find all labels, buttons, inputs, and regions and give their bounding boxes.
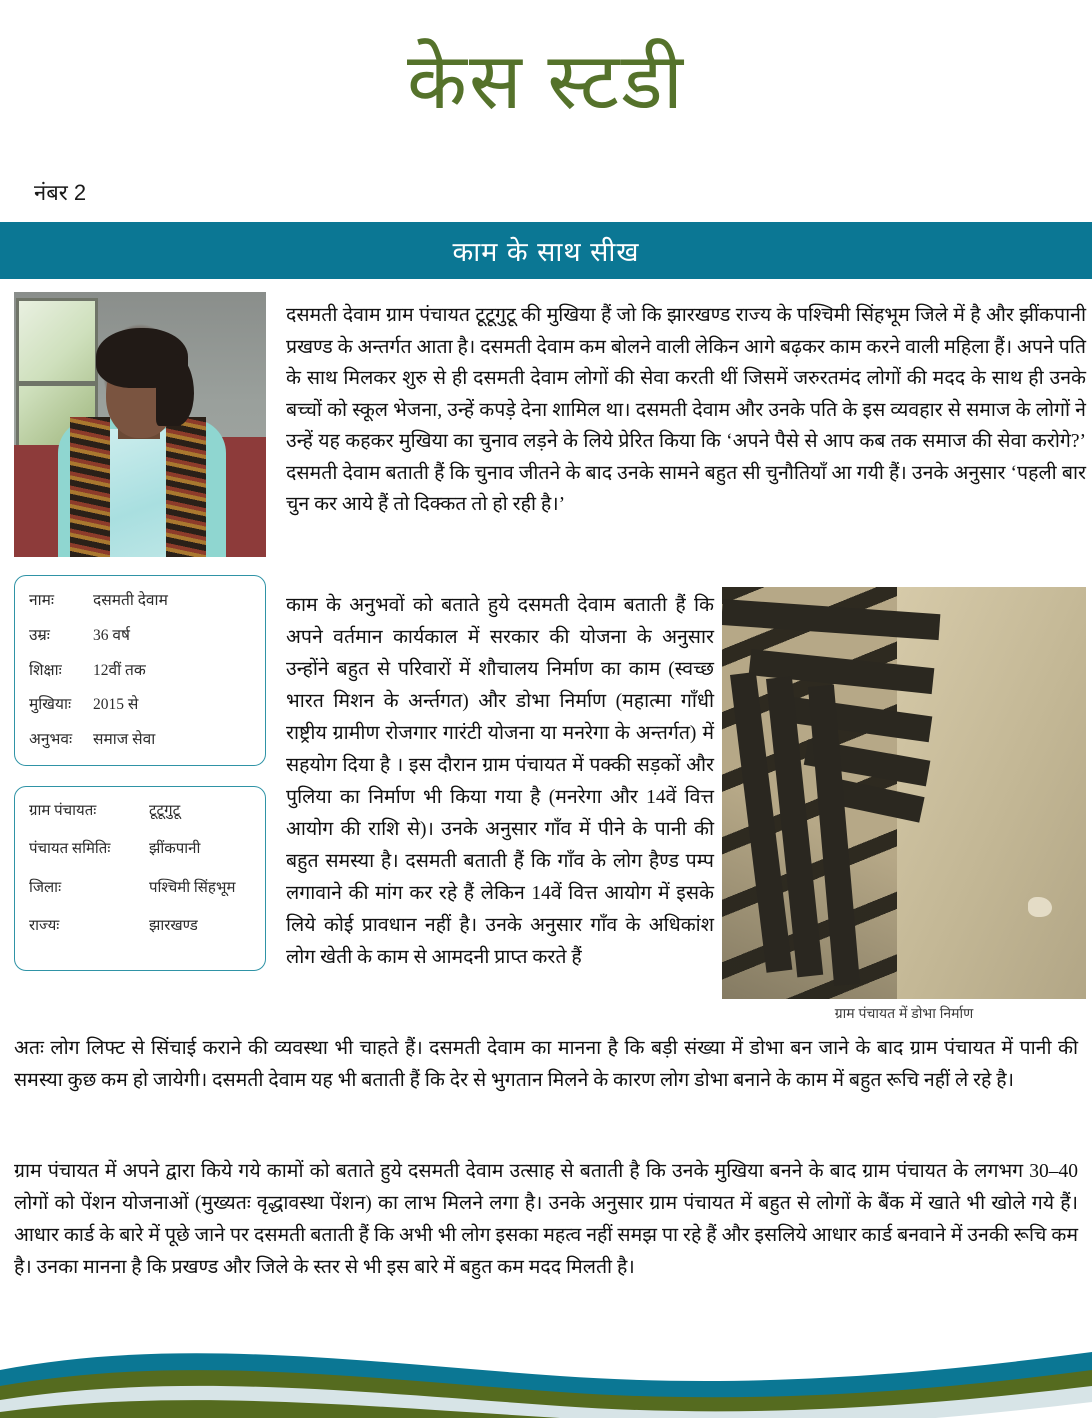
- profile-row: [29, 662, 251, 680]
- location-row-value: पश्चिमी सिंहभूम: [149, 879, 236, 896]
- profile-row: [29, 627, 251, 645]
- profile-row-label: अनुभवः: [29, 731, 73, 749]
- profile-row-label: नामः: [29, 592, 55, 609]
- location-row: [29, 880, 251, 897]
- full-width-paragraph-a: अतः लोग लिफ्ट से सिंचाई कराने की व्यवस्था भी चाहते हैं। दसमती देवाम का मानना है कि बड़ी संख्या में डोभा बन जाने के बाद ग्राम पंचायत में पानी की समस्या कुछ कम हो जायेगी। दसमती देवाम यह भी बताती हैं कि देर से भुगतान मिलने के कारण लोग डोभा बनाने के काम में बहुत रूचि नहीं ले रहे है।: [14, 1038, 1078, 1091]
- profile-row-value: 12वीं तक: [93, 661, 146, 679]
- profile-row-label: मुखियाः: [29, 696, 72, 714]
- location-row: [29, 918, 251, 935]
- shawl-left-shape: [70, 417, 110, 557]
- doba-construction-photo: [722, 587, 1086, 999]
- banner-title: काम के साथ सीख: [452, 237, 640, 267]
- location-row-label: जिलाः: [29, 879, 62, 896]
- stone-decoration: [1028, 897, 1052, 917]
- profile-row-value: समाज सेवा: [93, 731, 156, 749]
- profile-row-value: 36 वर्ष: [93, 626, 130, 644]
- intro-paragraph: दसमती देवाम ग्राम पंचायत टूटूगुटू की मुखिया हैं जो कि झारखण्ड राज्य के पश्चिमी सिंहभूम जिले में है और झींकपानी प्रखण्ड के अन्तर्गत आता है। दसमती देवाम कम बोलने वाली लेकिन आगे बढ़कर काम करने वाली महिला हैं। अपने पति के साथ मिलकर शुरु से ही दसमती देवाम लोगों की सेवा करती थीं जिसमें जरुरतमंद लोगों की मदद के साथ ही उनके बच्चों को स्कूल भेजना, उन्हें कपड़े देना शामिल था। दसमती देवाम और उनके पति के इस व्यवहार से समाज के लोगों ने उन्हें यह कहकर मुखिया का चुनाव लड़ने के लिये प्रेरित किया कि ‘अपने पैसे से आप कब तक समाज की सेवा करोगे?’ दसमती देवाम बताती हैं कि चुनाव जीतने के बाद उनके सामने बहुत सी चुनौतियाँ आ गयी हैं। उनके अनुसार ‘पहली बार चुन कर आये हैं तो दिक्कत तो हो रही है।’: [286, 305, 1086, 515]
- shawl-right-shape: [166, 417, 206, 557]
- profile-row: [29, 592, 251, 610]
- profile-row-value: 2015 से: [93, 696, 139, 714]
- location-row-value: झींकपानी: [149, 841, 201, 858]
- location-row-value: टूटूगुटू: [149, 803, 181, 820]
- portrait-photo: [14, 292, 266, 557]
- location-info-box: [14, 786, 266, 971]
- location-row: [29, 841, 251, 858]
- chair-left-decoration: [14, 445, 62, 557]
- footer-wave-decoration: [0, 1332, 1092, 1418]
- profile-row-label: शिक्षाः: [29, 661, 62, 679]
- location-row: [29, 803, 251, 820]
- full-width-paragraph-b: ग्राम पंचायत में अपने द्वारा किये गये कामों को बताते हुये दसमती देवाम उत्साह से बताती है कि उनके मुखिया बनने के बाद ग्राम पंचायत के लगभग 30–40 लोगों को पेंशन योजनाओं (मुख्यतः वृद्धावस्था पेंशन) का लाभ मिलने लगा है। उनके अनुसार ग्राम पंचायत में बहुत से लोगों के बैंक में खाते भी खोले गये हैं। आधार कार्ड के बारे में पूछे जाने पर दसमती बताती हैं कि अभी भी लोग इसका महत्व नहीं समझ पा रहे हैं और इसलिये आधार कार्ड बनवाने में उनकी रूचि कम है। उनका मानना है कि प्रखण्ड और जिले के स्तर से भी इस बारे में बहुत कम मदद मिलती है।: [14, 1161, 1078, 1278]
- case-number-label: नंबर 2: [34, 180, 87, 205]
- field-figure: [722, 587, 1086, 1023]
- section-banner: [0, 222, 1092, 279]
- location-row-label: पंचायत समितिः: [29, 841, 111, 858]
- location-row-label: राज्यः: [29, 917, 60, 934]
- profile-row-value: दसमती देवाम: [93, 592, 168, 609]
- profile-row-label: उम्रः: [29, 626, 50, 644]
- profile-info-box: [14, 575, 266, 766]
- figure-caption: ग्राम पंचायत में डोभा निर्माण: [834, 1005, 974, 1021]
- page-title: केस स्टडी: [407, 37, 685, 125]
- profile-row: [29, 731, 251, 749]
- left-column: [14, 292, 266, 971]
- profile-row: [29, 696, 251, 714]
- location-row-value: झारखण्ड: [149, 917, 198, 934]
- hair-side-shape: [156, 354, 194, 426]
- open-ground-decoration: [897, 587, 1086, 999]
- location-row-label: ग्राम पंचायतः: [29, 803, 97, 820]
- middle-paragraph: काम के अनुभवों को बताते हुये दसमती देवाम बताती हैं कि अपने वर्तमान कार्यकाल में सरकार की योजना के अनुसार उन्होंने बहुत से परिवारों में शौचालय निर्माण का काम (स्वच्छ भारत मिशन के अर्न्तगत) और डोभा निर्माण (महात्मा गाँधी राष्ट्रीय ग्रामीण रोजगार गारंटी योजना या मनरेगा के अन्तर्गत) में सहयोग दिया है । इस दौरान ग्राम पंचायत में पक्की सड़कों और पुलिया का निर्माण भी किया गया है (मनरेगा और 14वें वित्त आयोग की राशि से)। उनके अनुसार गाँव में पीने के पानी की बहुत समस्या है। दसमती बताती हैं कि गाँव के लोग हैण्ड पम्प लगावाने की मांग कर रहे हैं लेकिन 14वें वित्त आयोग में इसके लिये कोई प्रावधान नहीं है। उनके अनुसार गाँव के अधिकांश लोग खेती के काम से आमदनी प्राप्त करते हैं: [286, 595, 714, 968]
